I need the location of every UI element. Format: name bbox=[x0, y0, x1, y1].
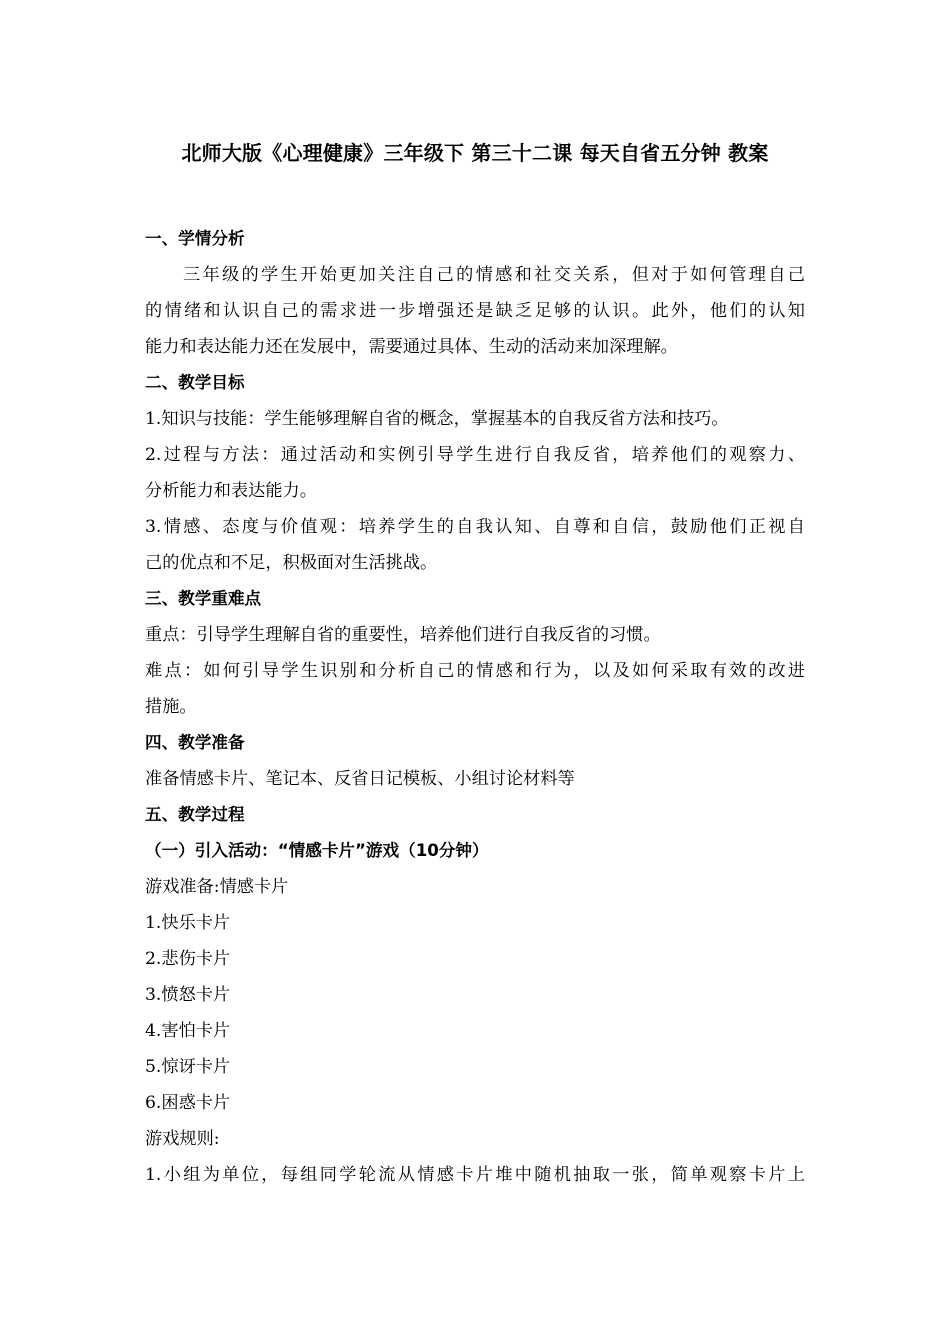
paragraph-line: 游戏准备:情感卡片 bbox=[145, 877, 289, 897]
paragraph-line: 分析能力和表达能力。 bbox=[145, 481, 317, 501]
paragraph-line: 2.过程与方法：通过活动和实例引导学生进行自我反省，培养他们的观察力、 bbox=[145, 445, 805, 465]
paragraph-line: 己的优点和不足，积极面对生活挑战。 bbox=[145, 553, 438, 573]
paragraph-line: 1.小组为单位，每组同学轮流从情感卡片堆中随机抽取一张，简单观察卡片上 bbox=[145, 1165, 805, 1185]
paragraph-line: 1.知识与技能：学生能够理解自省的概念，掌握基本的自我反省方法和技巧。 bbox=[145, 409, 729, 429]
list-item: 5.惊讶卡片 bbox=[145, 1057, 231, 1077]
subsection-heading: （一）引入活动：“情感卡片”游戏（10分钟） bbox=[145, 841, 489, 860]
section-heading-analysis: 一、学情分析 bbox=[145, 229, 245, 248]
list-item: 2.悲伤卡片 bbox=[145, 949, 231, 969]
section-heading-objectives: 二、教学目标 bbox=[145, 373, 245, 392]
list-item: 1.快乐卡片 bbox=[145, 913, 231, 933]
list-item: 3.愤怒卡片 bbox=[145, 985, 231, 1005]
section-heading-key-points: 三、教学重难点 bbox=[145, 589, 262, 608]
paragraph-line: 的情绪和认识自己的需求进一步增强还是缺乏足够的认识。此外，他们的认知 bbox=[145, 301, 805, 321]
paragraph-line: 准备情感卡片、笔记本、反省日记模板、小组讨论材料等 bbox=[145, 769, 575, 789]
paragraph-line: 三年级的学生开始更加关注自己的情感和社交关系，但对于如何管理自己 bbox=[183, 265, 805, 285]
document-body bbox=[145, 221, 805, 1193]
list-item: 6.困惑卡片 bbox=[145, 1093, 231, 1113]
paragraph-line: 游戏规则: bbox=[145, 1129, 220, 1149]
paragraph-line: 能力和表达能力还在发展中，需要通过具体、生动的活动来加深理解。 bbox=[145, 337, 678, 357]
section-heading-preparation: 四、教学准备 bbox=[145, 733, 245, 752]
paragraph-line: 3.情感、态度与价值观：培养学生的自我认知、自尊和自信，鼓励他们正视自 bbox=[145, 517, 805, 537]
section-heading-process: 五、教学过程 bbox=[145, 805, 245, 824]
paragraph-line: 难点：如何引导学生识别和分析自己的情感和行为，以及如何采取有效的改进 bbox=[145, 661, 805, 681]
list-item: 4.害怕卡片 bbox=[145, 1021, 231, 1041]
paragraph-line: 措施。 bbox=[145, 697, 197, 717]
paragraph-line: 重点：引导学生理解自省的重要性，培养他们进行自我反省的习惯。 bbox=[145, 625, 661, 645]
document-title: 北师大版《心理健康》三年级下 第三十二课 每天自省五分钟 教案 bbox=[181, 141, 769, 165]
